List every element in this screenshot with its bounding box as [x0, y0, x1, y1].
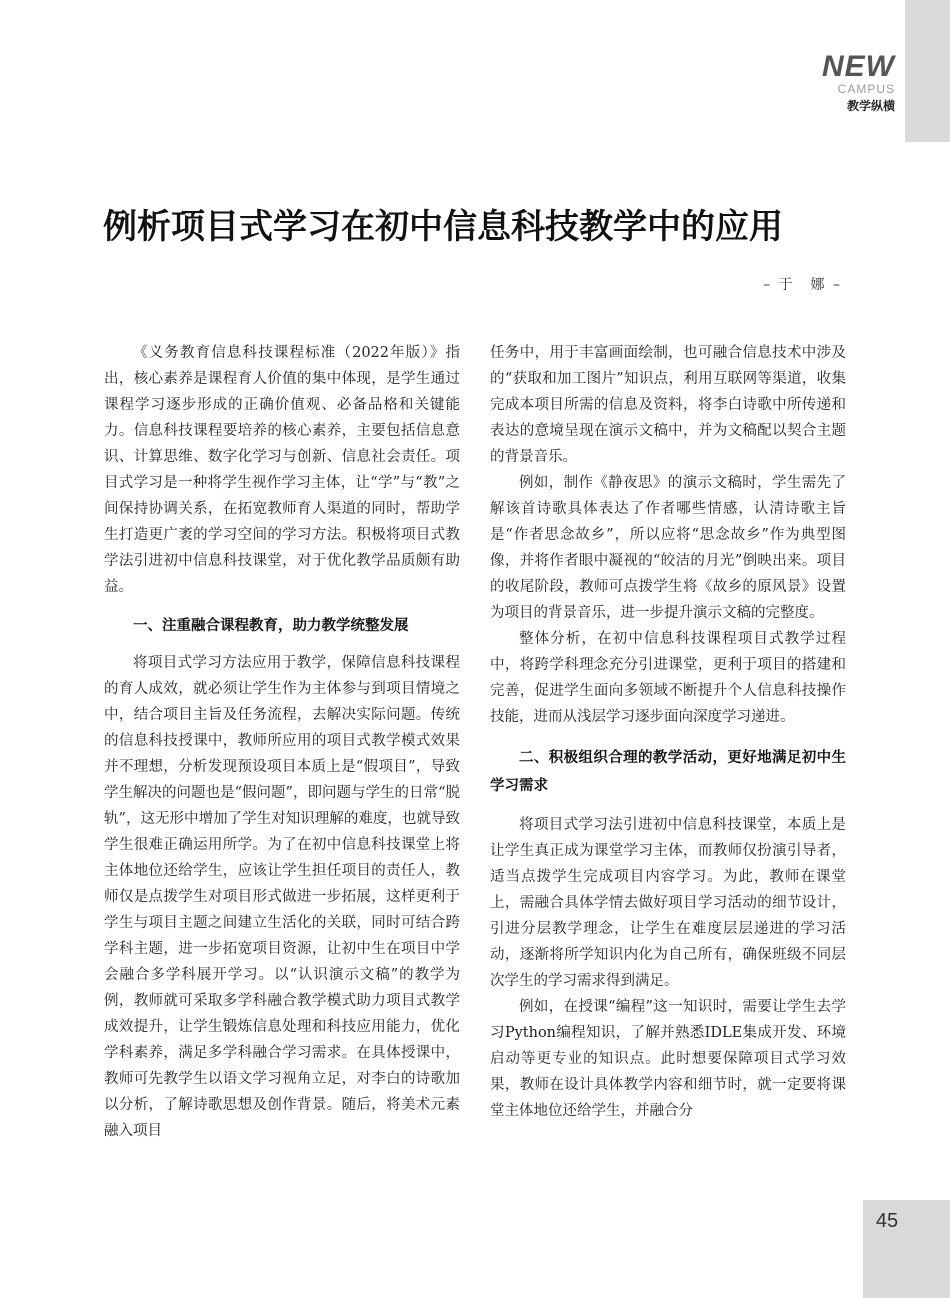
section1-example-paragraph: 例如，制作《静夜思》的演示文稿时，学生需先了解该首诗歌具体表达了作者哪些情感，认清诗歌主旨是“作者思念故乡”，所以应将“思念故乡”作为典型图像，并将作者眼中凝视的“皎洁的月光”倒映出来。项目的收尾阶段，教师可点拨学生将《故乡的原风景》设置为项目的背景音乐，进一步提升演示文稿的完整度。: [490, 475, 846, 621]
section2-heading: 二、积极组织合理的教学活动，更好地满足初中生学习需求: [490, 750, 846, 794]
brand-campus: CAMPUS: [837, 82, 895, 96]
article-author: – 于 娜 –: [763, 277, 842, 293]
section-label: 教学纵横: [846, 99, 895, 113]
section1-paragraph: 将项目式学习方法应用于教学，保障信息科技课程的育人成效，就必须让学生作为主体参与到项目情境之中，结合项目主旨及任务流程，去解决实际问题。传统的信息科技授课中，教师所应用的项目式教学模式效果并不理想，分析发现预设项目本质上是“假项目”，导致学生解决的问题也是“假问题”，即问题与学生的日常“脱轨”，这无形中增加了学生对知识理解的难度，也就导致学生很难正确运用所学。为了在初中信息科技课堂上将主体地位还给学生，应该让学生担任项目的责任人，教师仅是点拨学生对项目形式做进一步拓展，这样更利于学生与项目主题之间建立生活化的关联，同时可结合跨学科主题，进一步拓宽项目资源，让初中生在项目中学会融合多学科展开学习。以“认识演示文稿”的教学为例，教师就可采取多学科融合教学模式助力项目式教学成效提升，让学生锻炼信息处理和科技应用能力，优化学科素养，满足多学科融合学习需求。在具体授课中，教师可先教学生以语文学习视角立足，对李白的诗歌加以分析，了解诗歌思想及创作背景。随后，将美术元素融入项目: [104, 655, 460, 1139]
intro-paragraph: 《义务教育信息科技课程标准（2022年版）》指出，核心素养是课程育人价值的集中体现，是学生通过课程学习逐步形成的正确价值观、必备品格和关键能力。信息科技课程要培养的核心素养，主要包括信息意识、计算思维、数字化学习与创新、信息社会责任。项目式学习是一种将学生视作学习主体，让“学”与“教”之间保持协调关系，在拓宽教师育人渠道的同时，帮助学生打造更广袤的学习空间的学习方法。积极将项目式教学法引进初中信息科技课堂，对于优化教学品质颇有助益。: [104, 345, 460, 595]
article-title: 例析项目式学习在初中信息科技教学中的应用: [103, 207, 783, 247]
section1-paragraph-continued: 任务中，用于丰富画面绘制，也可融合信息技术中涉及的“获取和加工图片”知识点，利用互联网等渠道，收集完成本项目所需的信息及资料，将李白诗歌中所传递和表达的意境呈现在演示文稿中，并为文稿配以契合主题的背景音乐。: [490, 345, 846, 465]
section1-summary-paragraph: 整体分析，在初中信息科技课程项目式教学过程中，将跨学科理念充分引进课堂，更利于项目的搭建和完善，促进学生面向多领域不断提升个人信息科技操作技能，进而从浅层学习逐步面向深度学习递进。: [490, 631, 846, 725]
left-column: [104, 340, 460, 1144]
brand-new: NEW: [822, 50, 895, 83]
side-tab-decoration: [905, 0, 950, 142]
page-number: 45: [875, 1210, 899, 1232]
magazine-brand: [822, 52, 895, 116]
section2-example-paragraph: 例如，在授课“编程”这一知识时，需要让学生去学习Python编程知识，了解并熟悉IDLE集成开发、环境启动等更专业的知识点。此时想要保障项目式学习效果，教师在设计具体教学内容和细节时，就一定要将课堂主体地位还给学生，并融合分: [490, 999, 846, 1119]
right-column: [490, 340, 846, 1124]
section2-paragraph: 将项目式学习法引进初中信息科技课堂，本质上是让学生真正成为课堂学习主体，而教师仅扮演引导者，适当点拨学生完成项目内容学习。为此，教师在课堂上，需融合具体学情去做好项目学习活动的细节设计，引进分层教学理念，让学生在难度层层递进的学习活动，逐渐将所学知识内化为自己所有，确保班级不同层次学生的学习需求得到满足。: [490, 817, 846, 989]
section1-heading: 一、注重融合课程教育，助力教学统整发展: [133, 618, 409, 634]
